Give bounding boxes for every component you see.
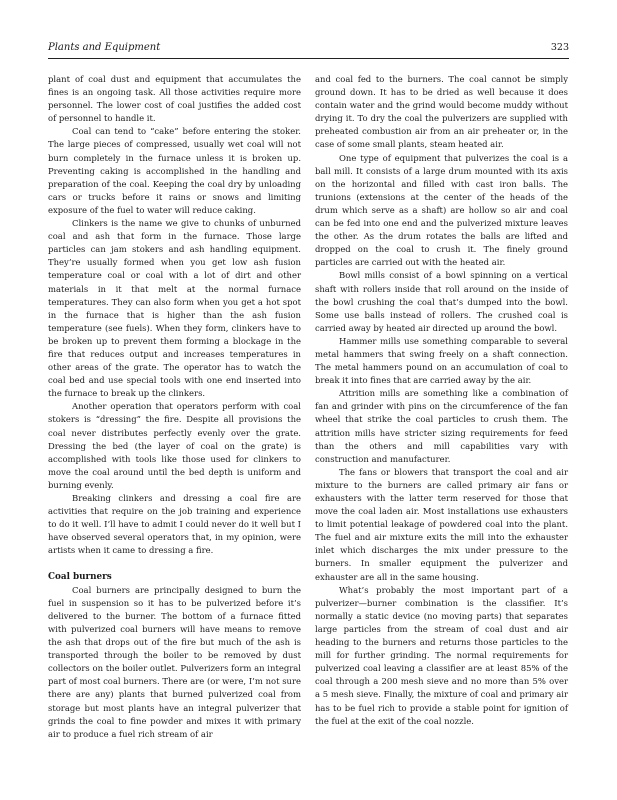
paragraph: Coal can tend to “cake” before entering the stoker. The large pieces of compressed, usually wet coal will not burn completely in the furnace unless it is broken up. Preventing caking is accomplished in the handling and preparation of the coal. Keeping the coal dry by unloading cars or trucks before it rains or snows and limiting exposure of the fuel to water will reduce caking. [48,126,301,215]
paragraph: The fans or blowers that transport the coal and air mixture to the burners are called primary air fans or exhausters with the latter term reserved for those that move the coal laden air. Most installations use exhausters to limit potential leakage of powdered coal into the plant. The fuel and air mixture exits the mill into the exhauster inlet which discharges the mix under pressure to the burners. In smaller equipment the pulverizer and exhauster are all in the same housing. [315,466,568,582]
page-number: 323 [550,42,569,53]
paragraph: Bowl mills consist of a bowl spinning on a vertical shaft with rollers inside that roll around on the inside of the bowl crushing the coal that’s dumped into the bowl. Some use balls instead of rollers. The crushed coal is carried away by heated air directed up around the bowl. [315,270,568,333]
paragraph: Breaking clinkers and dressing a coal fire are activities that require on the job training and experience to do it well. I’ll have to admit I could never do it well but I have observed several operators that, in my opinion, were artists when it came to dressing a fire. [48,493,301,556]
running-title: Plants and Equipment [48,42,161,53]
paragraph: Another operation that operators perform with coal stokers is “dressing” the fire. Despite all provisions the coal never distributes perfectly evenly over the grate. Dressing the bed (the layer of coal on the grate) is accomplished with tools like those used for clinkers to move the coal around until the bed depth is uniform and burning evenly. [48,401,301,490]
paragraph: Hammer mills use something comparable to several metal hammers that swing freely on a shaft connection. The metal hammers pound on an accumulation of coal to break it into fines that are carried away by the air. [315,335,568,386]
paragraph: Attrition mills are something like a combination of fan and grinder with pins on the circumference of the fan wheel that strike the coal particles to crush them. The attrition mills have stricter sizing requirements for feed than the others and mill capabilities vary with construction and manufacturer. [315,388,568,464]
paragraph: Coal burners are principally designed to burn the fuel in suspension so it has to be pulverized before it’s delivered to the burner. The bottom of a furnace fitted with pulverized coal burners will have means to remove the ash that drops out of the fire but much of the ash is transported through the boiler to be removed by dust collectors on the boiler outlet. Pulverizers form an integral part of most coal burners. There are (or were, I’m not sure there are any) plants that burned pulverized coal from storage but most plants have an integral pulverizer that grinds the coal to fine powder and mixes it with primary air to produce a fuel rich stream of air [48,584,301,739]
left-column [48,73,301,741]
right-column [315,73,568,728]
running-header [48,42,569,58]
paragraph: and coal fed to the burners. The coal cannot be simply ground down. It has to be dried as well because it does contain water and the grind would become muddy without drying it. To dry the coal the pulverizers are supplied with preheated combustion air from an air preheater or, in the case of some small plants, steam heated air. [315,74,568,150]
paragraph: One type of equipment that pulverizes the coal is a ball mill. It consists of a large drum mounted with its axis on the horizontal and filled with cast iron balls. The trunions (extensions at the center of the heads of the drum which serve as a shaft) are hollow so air and coal can be fed into one end and the pulverized mixture leaves the other. As the drum rotates the balls are lifted and dropped on the coal to crush it. The finely ground particles are carried out with the heated air. [315,152,568,268]
header-rule [48,58,569,59]
paragraph: What’s probably the most important part of a pulverizer—burner combination is the classifier. It’s normally a static device (no moving parts) that separates large particles from the stream of coal dust and air heading to the burners and returns those particles to the mill for further grinding. The normal requirements for pulverized coal leaving a classifier are at least 85% of the coal through a 200 mesh sieve and no more than 5% over a 5 mesh sieve. Finally, the mixture of coal and primary air has to be fuel rich to provide a stable point for ignition of the fuel at the exit of the coal nozzle. [315,584,568,726]
paragraph: plant of coal dust and equipment that accumulates the fines is an ongoing task. All those activities require more personnel. The lower cost of coal justifies the added cost of personnel to handle it. [48,74,301,124]
paragraph: Clinkers is the name we give to chunks of unburned coal and ash that form in the furnace. Those large particles can jam stokers and ash handling equipment. They’re usually formed when you get low ash fusion temperature coal or coal with a lot of dirt and other materials in it that melt at the normal furnace temperatures. They can also form when you get a hot spot in the furnace that is higher than the ash fusion temperature (see fuels). When they form, clinkers have to be broken up to prevent them forming a blockage in the fire that reduces output and increases temperatures in other areas of the grate. The operator has to watch the coal bed and use special tools with one end inserted into the furnace to break up the clinkers. [48,218,301,399]
section-heading: Coal burners [48,571,112,582]
section-spacer [48,557,301,570]
